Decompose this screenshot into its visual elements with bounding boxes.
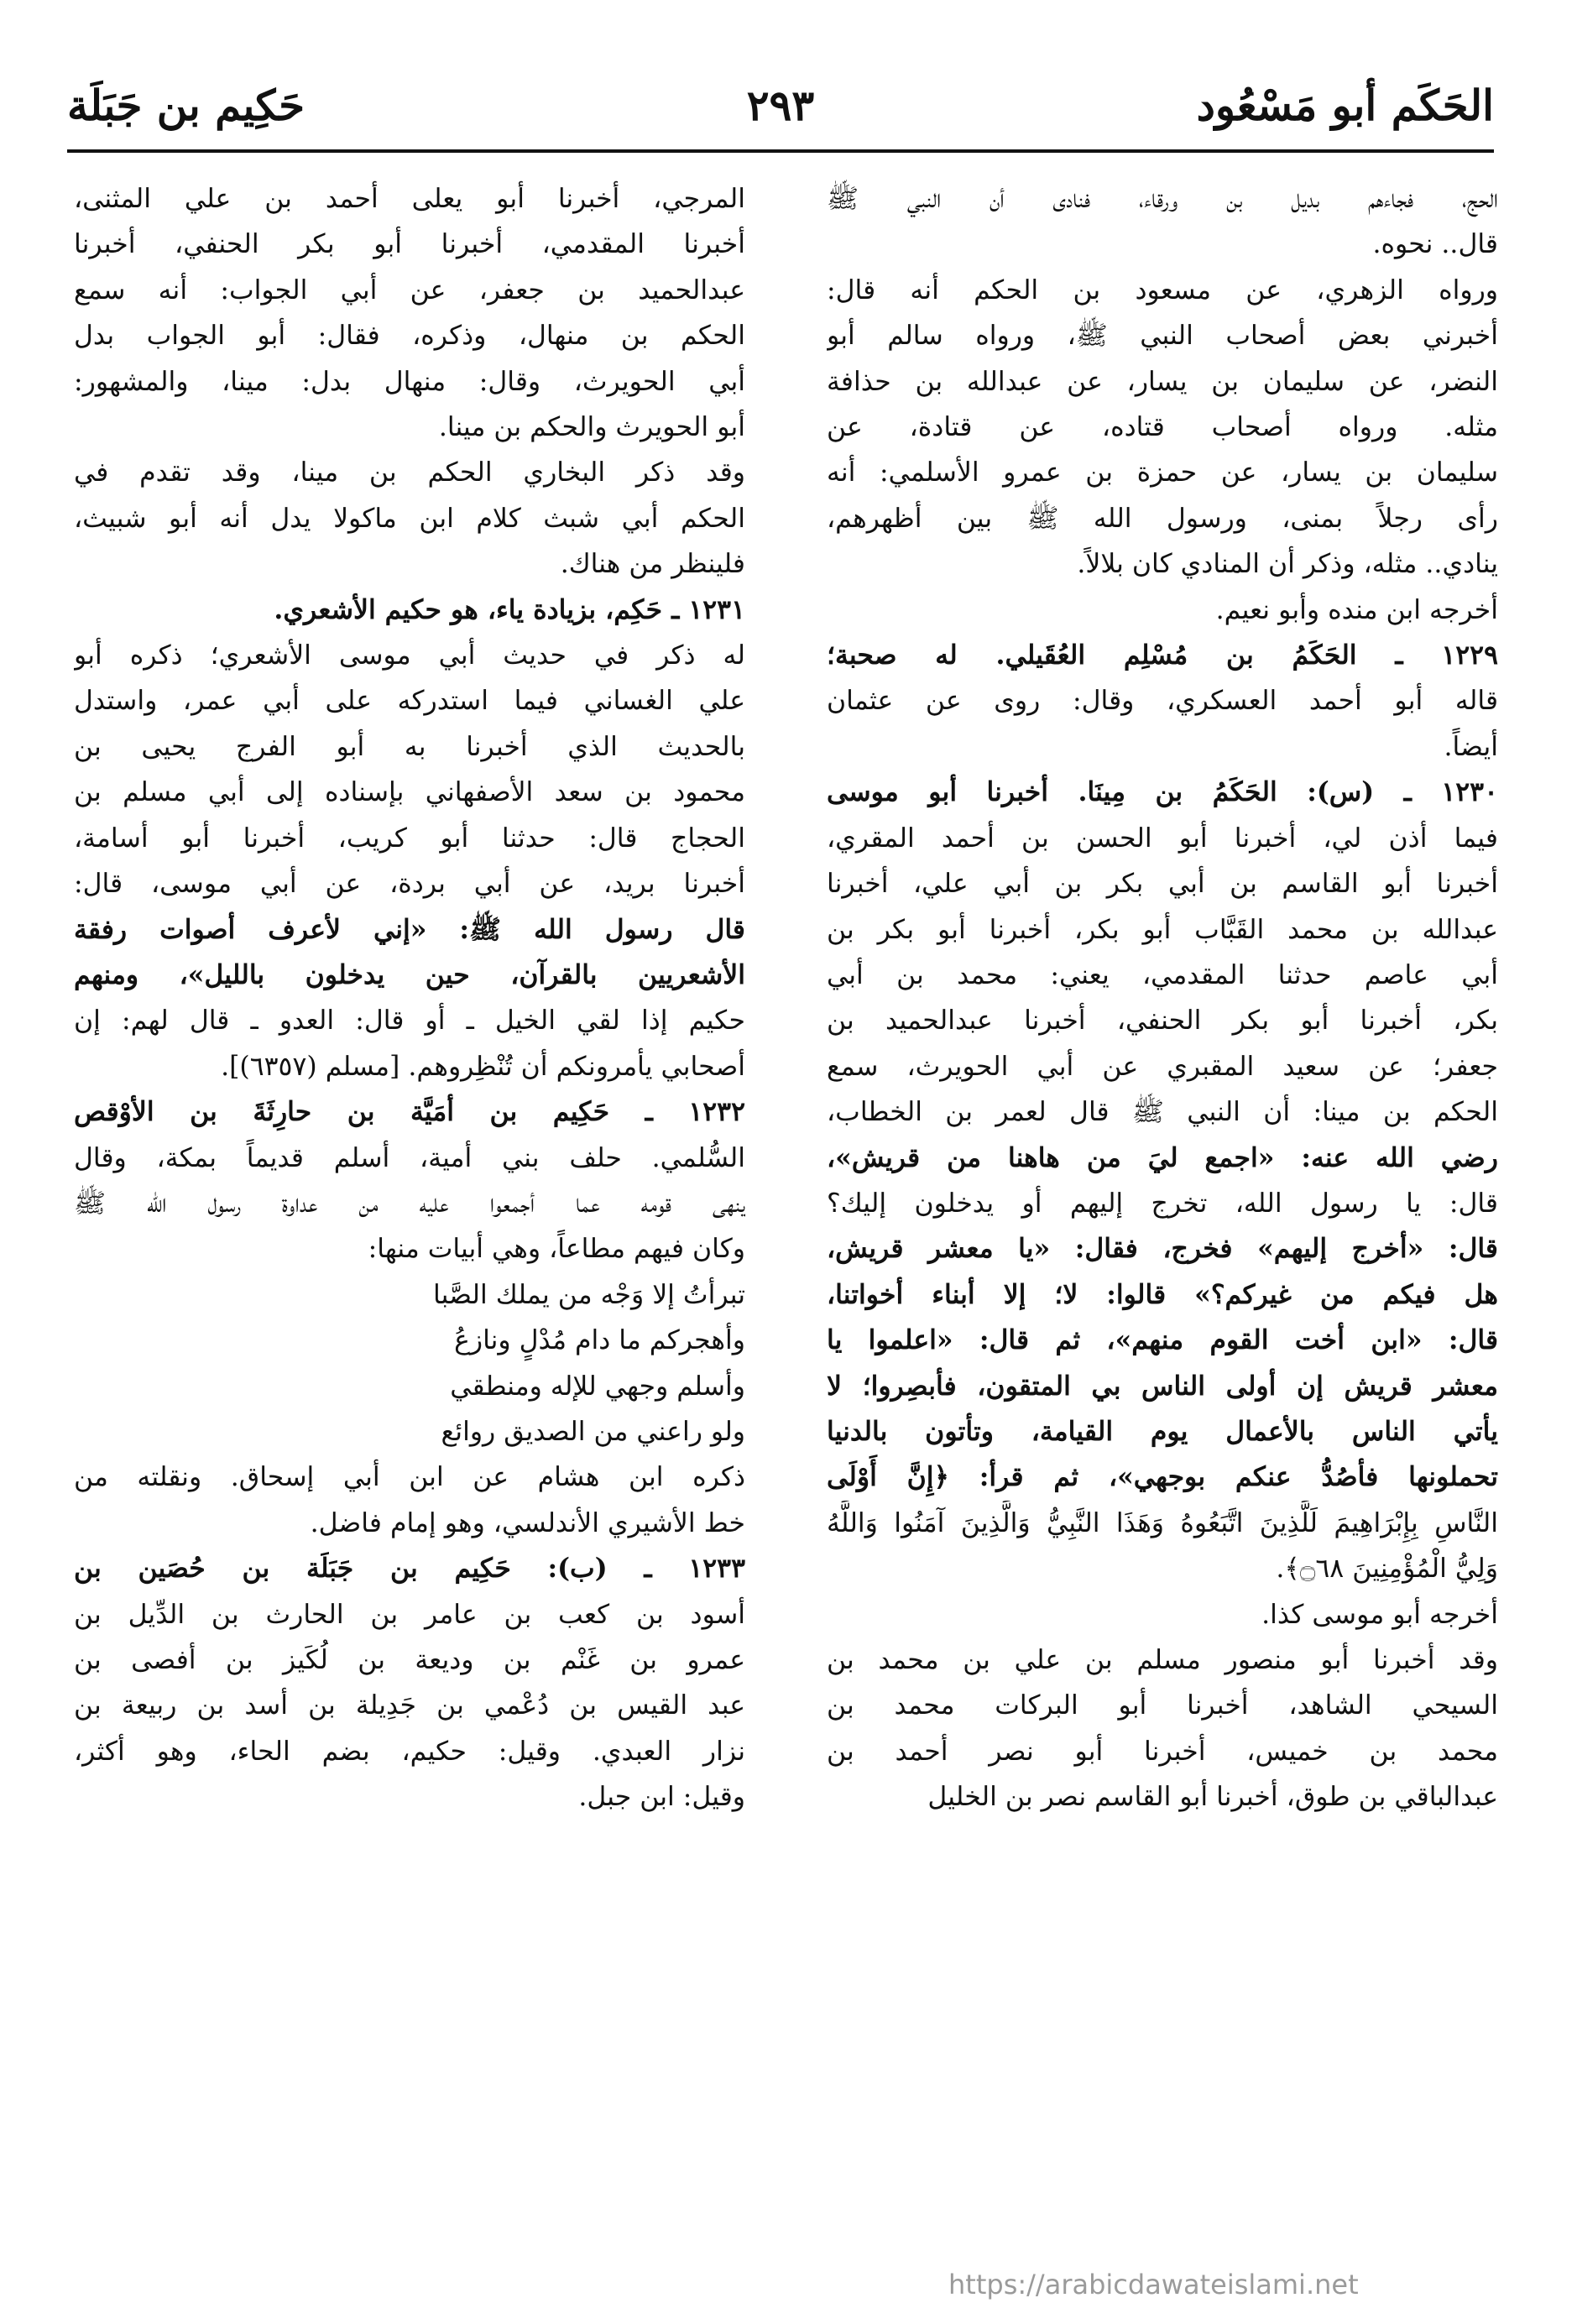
text-line: أسود بن كعب بن عامر بن الحارث بن الدِّيل بن	[74, 1599, 745, 1630]
text-line: وَلِيُّ الْمُؤْمِنِينَ ۝٦٨﴾.	[1276, 1554, 1498, 1585]
text-line: نزار العبدي. وقيل: حكيم، بضم الحاء، وهو أكثر،	[74, 1736, 745, 1767]
text-line: سليمان بن يسار، عن حمزة بن عمرو الأسلمي: أنه	[827, 457, 1498, 488]
text-line: أخبرنا بريد، عن أبي بردة، عن أبي موسى، قال:	[74, 869, 745, 900]
text-line: يأتي الناس بالأعمال يوم القيامة، وتأتون بالدنيا	[827, 1415, 1498, 1447]
text-line: وقيل: ابن جبل.	[578, 1782, 745, 1813]
text-line: تحملونها فأصُدُّ عنكم بوجهي»، ثم قرأ: ﴿إِنَّ أَوْلَى	[827, 1461, 1498, 1493]
text-line: وقد ذكر البخاري الحكم بن مينا، وقد تقدم في	[74, 457, 745, 488]
text-line: قال رسول الله ﷺ: «إني لأعرف أصوات رفقة	[74, 913, 745, 945]
text-line: ١٢٣٣ ـ (ب): حَكِيم بن جَبَلَة بن حُصَين بن	[74, 1553, 745, 1585]
text-line: محمود بن سعد الأصفهاني بإسناده إلى أبي مسلم بن	[74, 777, 745, 808]
text-line: عمرو بن غَنْم بن وديعة بن لُكَيز بن أفصى بن	[74, 1645, 745, 1675]
text-line: ١٢٣١ ـ حَكِم، بزيادة ياء، هو حكيم الأشعري.	[274, 593, 745, 625]
text-line: مثله. ورواه أصحاب قتاده، عن قتادة، عن	[827, 412, 1498, 443]
text-line: السُّلمي. حلف بني أمية، أسلم قديماً بمكة، وقال	[74, 1142, 745, 1173]
text-line: أخبرنا المقدمي، أخبرنا أبو بكر الحنفي، أخبرنا	[74, 229, 745, 260]
text-line: قاله أبو أحمد العسكري، وقال: روى عن عثمان	[827, 686, 1498, 717]
text-line: أخبرني بعض أصحاب النبي ﷺ، ورواه سالم أبو	[827, 321, 1498, 352]
text-line: بكر، أخبرنا أبو بكر الحنفي، أخبرنا عبدالحميد بن	[827, 1005, 1498, 1037]
text-line: ولو راعني من الصديق روائع	[441, 1416, 745, 1447]
text-line: بالحديث الذي أخبرنا به أبو الفرج يحيى بن	[74, 731, 745, 762]
text-line: الحكم بن مينا: أن النبي ﷺ قال لعمر بن الخطاب،	[827, 1097, 1498, 1128]
text-line: أيضاً.	[1444, 731, 1498, 762]
text-line: الحكم أبي شبث كلام ابن ماكولا يدل أنه أبو شبيث،	[74, 503, 745, 534]
text-line: ١٢٣٢ ـ حَكِيم بن أمَيَّة بن حارِثَةَ بن الأوْقص	[74, 1096, 745, 1128]
text-line: ١٢٣٠ ـ (س): الحَكَمُ بن مِينَا. أخبرنا أبو موسى	[827, 776, 1498, 808]
page-header	[67, 81, 1494, 153]
text-line: ذكره ابن هشام عن ابن أبي إسحاق. ونقلته من	[74, 1462, 745, 1493]
text-line: عبدالحميد بن جعفر، عن أبي الجواب: أنه سمع	[74, 274, 745, 306]
text-line: معشر قريش إن أولى الناس بي المتقون، فأبصِروا؛ لا	[827, 1370, 1498, 1402]
text-line: وكان فيهم مطاعاً، وهي أبيات منها:	[368, 1234, 745, 1265]
text-line: السيحي الشاهد، أخبرنا أبو البركات محمد بن	[827, 1690, 1498, 1721]
text-line: وأسلم وجهي للإله ومنطقي	[450, 1371, 745, 1402]
text-line: أبو الحويرث والحكم بن مينا.	[438, 412, 745, 443]
text-line: ١٢٢٩ ـ الحَكَمُ بن مُسْلِم العُقَيلي. له صحبة؛	[827, 640, 1498, 671]
text-line: عبدالباقي بن طوق، أخبرنا أبو القاسم نصر بن الخليل	[927, 1782, 1498, 1813]
text-line: ورواه الزهري، عن مسعود بن الحكم أنه قال:	[827, 274, 1498, 306]
running-head-right: الحَكَم أبو مَسْعُود	[1196, 81, 1494, 130]
text-line: أخبرنا أبو القاسم بن أبي بكر بن أبي علي، أخبرنا	[827, 869, 1498, 900]
text-line: الأشعريين بالقرآن، حين يدخلون بالليل»، ومنهم	[74, 958, 745, 990]
text-line: عبد القيس بن دُعْمي بن جَدِيلة بن أسد بن ربيعة بن	[74, 1690, 745, 1721]
text-line: المرجي، أخبرنا أبو يعلى أحمد بن علي المثنى،	[74, 184, 745, 214]
text-line: فلينظر من هناك.	[560, 549, 745, 580]
text-line: أصحابي يأمرونكم أن تُنْظِروهم. [مسلم (٦٣٥٧)].	[221, 1051, 745, 1082]
text-line: ينهى قومه عما أجمعوا عليه من عداوة رسول الله ﷺ	[74, 1188, 745, 1219]
running-head-left: حَكِيم بن جَبَلَة	[67, 81, 305, 130]
text-line: حكيم إذا لقي الخيل ـ أو قال: العدو ـ قال لهم: إن	[74, 1005, 745, 1037]
page-number: ٢٩٣	[746, 81, 815, 130]
text-line: أخرجه أبو موسى كذا.	[1261, 1599, 1498, 1630]
text-line: علي الغساني فيما استدركه على أبي عمر، واستدل	[74, 686, 745, 717]
text-line: عبدالله بن محمد القَبَّاب أبو بكر، أخبرنا أبو بكر بن	[827, 914, 1498, 945]
text-line: أخرجه ابن منده وأبو نعيم.	[1215, 594, 1498, 625]
left-column	[74, 176, 745, 2233]
text-line: النَّاسِ بِإِبْرَاهِيمَ لَلَّذِينَ اتَّبَعُوهُ وَهَذَا النَّبِيُّ وَالَّذِينَ آمَنُوا وَاللَّهُ	[827, 1507, 1498, 1538]
text-line: أبي الحويرث، وقال: منهال بدل: مينا، والمشهور:	[74, 366, 745, 397]
text-line: خط الأشيري الأندلسي، وهو إمام فاضل.	[310, 1507, 745, 1538]
text-line: ينادي.. مثله، وذكر أن المنادي كان بلالاً.	[1077, 549, 1498, 580]
text-line: جعفر؛ عن سعيد المقبري عن أبي الحويرث، سمع	[827, 1051, 1498, 1082]
text-line: فيما أذن لي، أخبرنا أبو الحسن بن أحمد المقري،	[827, 823, 1498, 854]
right-column	[827, 176, 1498, 2233]
text-line: هل فيكم من غيركم؟» قالوا: لا؛ إلا أبناء أخواتنا،	[827, 1278, 1498, 1310]
watermark: https://arabicdawateislami.net	[948, 2269, 1359, 2300]
text-line: وأهجركم ما دام مُدْلٍ ونازعُ	[454, 1325, 745, 1356]
text-line: الحج، فجاءهم بديل بن ورقاء، فنادى أن النبي ﷺ	[827, 184, 1498, 214]
text-line: قال: يا رسول الله، تخرج إليهم أو يدخلون إليك؟	[827, 1188, 1498, 1219]
text-line: قال: «ابن أخت القوم منهم»، ثم قال: «اعلموا يا	[827, 1324, 1498, 1356]
text-line: قال.. نحوه.	[1372, 229, 1498, 260]
text-line: قال: «أخرج إليهم» فخرج، فقال: «يا معشر قريش،	[827, 1233, 1498, 1265]
text-line: الحكم بن منهال، وذكره، فقال: أبو الجواب بدل	[74, 321, 745, 352]
text-line: له ذكر في حديث أبي موسى الأشعري؛ ذكره أبو	[74, 640, 745, 671]
text-line: الحجاج قال: حدثنا أبو كريب، أخبرنا أبو أسامة،	[74, 823, 745, 854]
text-line: تبرأتُ إلا وَجْه من يملك الصَّبا	[433, 1279, 745, 1310]
text-line: رضي الله عنه: «اجمع ليَ من هاهنا من قريش»،	[827, 1141, 1498, 1173]
text-line: رأى رجلاً بمنى، ورسول الله ﷺ بين أظهرهم،	[827, 503, 1498, 534]
text-line: أبي عاصم حدثنا المقدمي، يعني: محمد بن أبي	[827, 959, 1498, 990]
text-line: محمد بن خميس، أخبرنا أبو نصر أحمد بن	[827, 1736, 1498, 1767]
text-line: النضر، عن سليمان بن يسار، عن عبدالله بن حذافة	[827, 366, 1498, 397]
text-line: وقد أخبرنا أبو منصور مسلم بن علي بن محمد بن	[827, 1645, 1498, 1675]
